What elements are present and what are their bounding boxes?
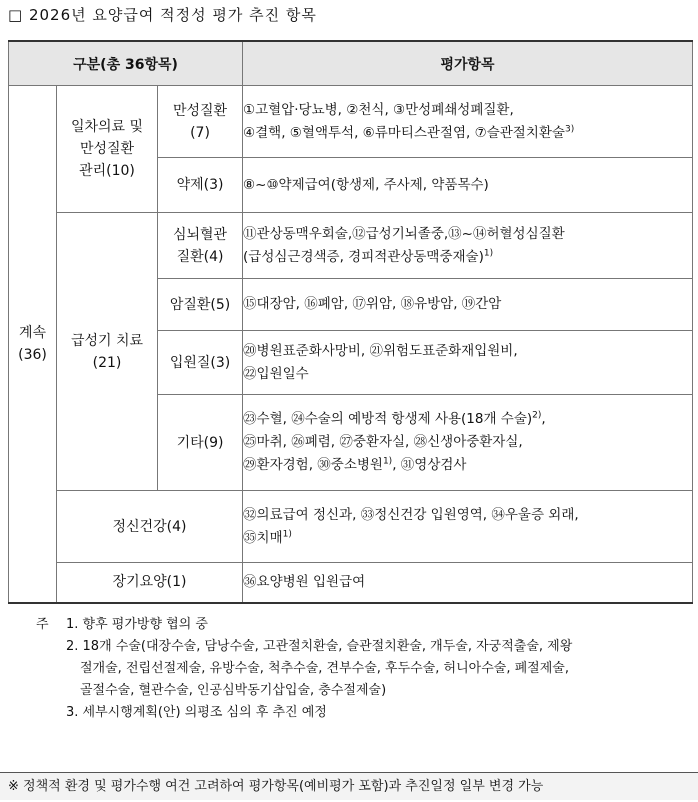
items-line: ⑮대장암, ⑯폐암, ⑰위암, ⑱유방암, ⑲간암 (243, 296, 502, 312)
items-line (243, 454, 692, 477)
note-2 (36, 636, 686, 702)
footnote-mark: 3) (564, 124, 575, 134)
note-2-line: 2. 18개 수술(대장수술, 담낭수술, 고관절치환술, 슬관절치환술, 개두술, 자궁적출술, 제왕 (66, 639, 573, 654)
items-chronic (243, 86, 693, 158)
items-text: ㉓수혈, ㉔수술의 예방적 항생제 사용(18개 수술) (243, 411, 533, 427)
items-text: ④결핵, ⑤혈액투석, ⑥류마티스관절염, ⑦슬관절치환술 (243, 124, 565, 141)
note-1: 1. 향후 평가방향 협의 중 (66, 617, 208, 632)
sub-etc: 기타(9) (158, 395, 243, 491)
group-primary-care: 일차의료 및 만성질환 관리(10) (57, 86, 158, 213)
items-inpatient (243, 331, 693, 395)
items-text: ㉟치매 (243, 529, 283, 546)
total-cell: 계속 (36) (9, 86, 57, 603)
items-mental (243, 491, 693, 563)
items-ltc (243, 563, 693, 603)
items-text: ㉙환자경험, ㉚중소병원 (243, 457, 383, 473)
table-row (9, 213, 693, 279)
sub-inpatient: 입원질(3) (158, 331, 243, 395)
items-line: ㉕마취, ㉖폐렴, ㉗중환자실, ㉘신생아중환자실, (243, 434, 523, 450)
table-row (9, 491, 693, 563)
sub-cardio: 심뇌혈관 질환(4) (158, 213, 243, 279)
items-text: (급성심근경색증, 경피적관상동맥중재술) (243, 248, 484, 265)
footnote-mark: 2) (532, 410, 542, 421)
items-line: ⑳병원표준화사망비, ㉑위험도표준화재입원비, (243, 342, 518, 359)
note-row (36, 614, 686, 636)
group-ltc: 장기요양(1) (57, 563, 243, 603)
items-cardio (243, 213, 693, 279)
note-label: 주 (36, 617, 49, 632)
note-3: 3. 세부시행계획(안) 의평조 심의 후 추진 예정 (66, 705, 327, 720)
footnote-mark: 1) (382, 456, 393, 467)
footnote-mark: 1) (282, 529, 292, 539)
items-drug (243, 158, 693, 213)
items-line (243, 122, 692, 145)
sub-cancer: 암질환(5) (158, 279, 243, 331)
items-line: ㊱요양병원 입원급여 (243, 573, 366, 590)
group-acute: 급성기 치료 (21) (57, 213, 158, 491)
items-line: ㉒입원일수 (243, 365, 309, 382)
footer-note: ※ 정책적 환경 및 평가수행 여건 고려하여 평가항목(예비평가 포함)과 추진일정 일부 변경 가능 (0, 772, 698, 800)
items-cancer (243, 279, 693, 331)
table-header-row (9, 41, 693, 86)
notes (36, 614, 686, 724)
group-mental: 정신건강(4) (57, 491, 243, 563)
items-line: ㉓수혈, ㉔수술의 예방적 항생제 사용(18개 수술)$^{2)}$, (243, 410, 546, 427)
items-line: ⑧~⑩약제급여(항생제, 주사제, 약품목수) (243, 176, 489, 193)
items-line: ①고혈압·당뇨병, ②천식, ③만성폐쇄성폐질환, (243, 101, 514, 118)
header-items: 평가항목 (243, 41, 693, 86)
sub-chronic: 만성질환 (7) (158, 86, 243, 158)
page-title: □ 2026년 요양급여 적정성 평가 추진 항목 (8, 6, 317, 24)
note-2-line: 골절수술, 혈관수술, 인공심박동기삽입술, 충수절제술) (80, 683, 387, 698)
footnote-mark: 1) (483, 248, 494, 258)
items-line: ⑪관상동맥우회술,⑫급성기뇌졸중,⑬~⑭허혈성심질환 (243, 225, 565, 242)
items-line (243, 246, 692, 269)
items-line (243, 527, 692, 550)
sub-drug: 약제(3) (158, 158, 243, 213)
table-row (9, 86, 693, 158)
header-category: 구분(총 36항목) (9, 41, 243, 86)
note-2-line: 절개술, 전립선절제술, 유방수술, 척추수술, 견부수술, 후두수술, 허니아수술, 폐절제술, (80, 661, 569, 676)
items-etc (243, 395, 693, 491)
items-text: , ㉛영상검사 (392, 457, 467, 473)
evaluation-items-table (8, 40, 693, 604)
items-line: ㉜의료급여 정신과, ㉝정신건강 입원영역, ㉞우울증 외래, (243, 506, 579, 523)
table-row (9, 563, 693, 603)
